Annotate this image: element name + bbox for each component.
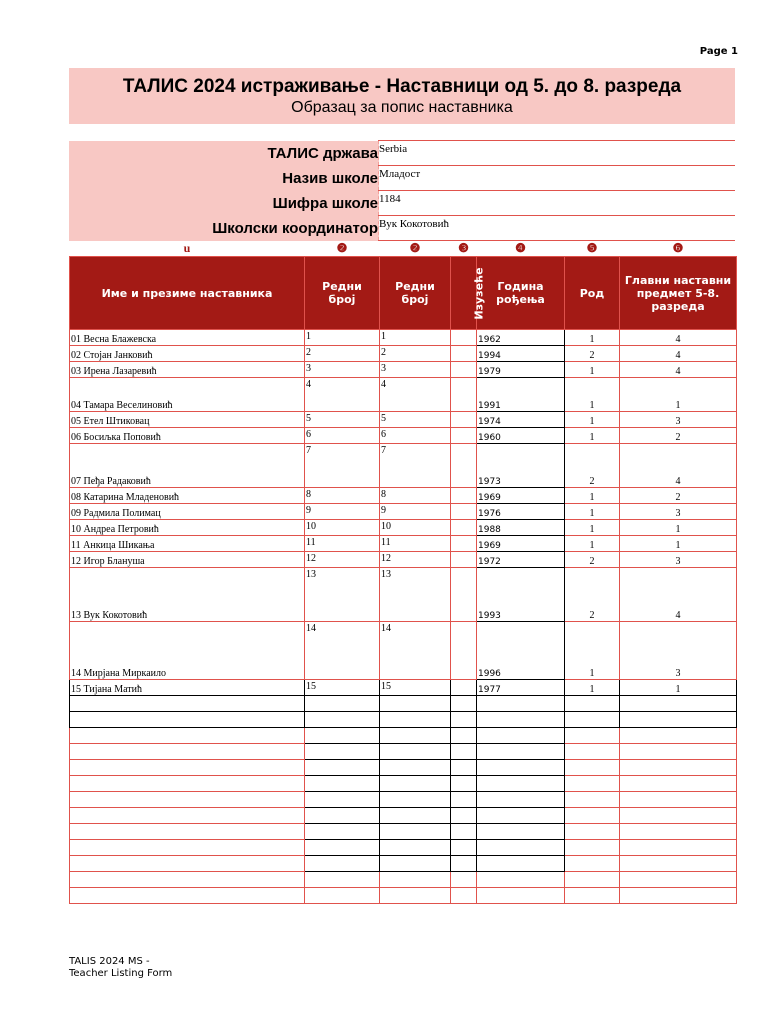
serial-number-2-empty-cell[interactable] xyxy=(380,856,451,872)
teacher-name-cell[interactable]: 08 Катарина Младеновић xyxy=(70,488,305,504)
teacher-name-empty-cell[interactable] xyxy=(70,808,305,824)
exemption-cell[interactable] xyxy=(451,536,477,552)
subject-cell[interactable]: 4 xyxy=(620,362,737,378)
subject-cell[interactable]: 2 xyxy=(620,428,737,444)
birth-year-empty-cell[interactable] xyxy=(477,856,565,872)
empty-table-row xyxy=(70,712,737,728)
subject-cell[interactable]: 3 xyxy=(620,412,737,428)
subject-empty-cell[interactable] xyxy=(620,744,737,760)
subject-cell[interactable]: 1 xyxy=(620,378,737,412)
exemption-cell[interactable] xyxy=(451,622,477,680)
marker-2: ❷ xyxy=(336,240,348,255)
gender-empty-cell[interactable] xyxy=(565,872,620,888)
serial-number-empty-cell[interactable] xyxy=(305,840,380,856)
serial-number-cell[interactable]: 11 xyxy=(305,536,380,552)
birth-year-cell[interactable]: 1976 xyxy=(477,504,565,520)
marker-1: u xyxy=(183,240,191,255)
subject-cell[interactable]: 1 xyxy=(620,680,737,696)
subject-empty-cell[interactable] xyxy=(620,760,737,776)
empty-table-row xyxy=(70,888,737,904)
exemption-empty-cell[interactable] xyxy=(451,744,477,760)
exemption-cell[interactable] xyxy=(451,444,477,488)
serial-number-2-empty-cell[interactable] xyxy=(380,776,451,792)
serial-number-cell[interactable]: 12 xyxy=(305,552,380,568)
birth-year-cell[interactable]: 1996 xyxy=(477,622,565,680)
subject-empty-cell[interactable] xyxy=(620,872,737,888)
serial-number-cell[interactable]: 13 xyxy=(305,568,380,622)
page-number: Page 1 xyxy=(699,46,738,57)
country-value[interactable]: Serbia xyxy=(379,141,736,166)
teacher-name-cell[interactable]: 13 Вук Кокотовић xyxy=(70,568,305,622)
birth-year-empty-cell[interactable] xyxy=(477,712,565,728)
serial-number-2-empty-cell[interactable] xyxy=(380,744,451,760)
teacher-listing-table xyxy=(69,240,737,904)
teacher-name-empty-cell[interactable] xyxy=(70,776,305,792)
teacher-name-cell[interactable]: 12 Игор Блануша xyxy=(70,552,305,568)
table-row xyxy=(70,552,737,568)
serial-number-empty-cell[interactable] xyxy=(305,728,380,744)
table-row xyxy=(70,488,737,504)
exemption-empty-cell[interactable] xyxy=(451,728,477,744)
gender-cell[interactable]: 1 xyxy=(565,378,620,412)
exemption-cell[interactable] xyxy=(451,378,477,412)
teacher-name-cell[interactable]: 11 Анкица Шикања xyxy=(70,536,305,552)
serial-number-cell[interactable]: 10 xyxy=(305,520,380,536)
serial-number-empty-cell[interactable] xyxy=(305,696,380,712)
school-id-value[interactable]: 1184 xyxy=(379,191,736,216)
subject-cell[interactable]: 4 xyxy=(620,568,737,622)
serial-number-2-empty-cell[interactable] xyxy=(380,840,451,856)
gender-empty-cell[interactable] xyxy=(565,776,620,792)
exemption-cell[interactable] xyxy=(451,504,477,520)
exemption-empty-cell[interactable] xyxy=(451,824,477,840)
subject-empty-cell[interactable] xyxy=(620,888,737,904)
exemption-empty-cell[interactable] xyxy=(451,808,477,824)
exemption-cell[interactable] xyxy=(451,552,477,568)
footer xyxy=(69,956,172,980)
subject-empty-cell[interactable] xyxy=(620,840,737,856)
serial-number-2-empty-cell[interactable] xyxy=(380,728,451,744)
serial-number-2-cell[interactable]: 4 xyxy=(380,378,451,412)
serial-number-empty-cell[interactable] xyxy=(305,760,380,776)
footer-line-2: Teacher Listing Form xyxy=(69,968,173,979)
col-header-exemption: Изузеће xyxy=(451,257,477,330)
exemption-cell[interactable] xyxy=(451,520,477,536)
table-row xyxy=(70,428,737,444)
table-row xyxy=(70,536,737,552)
exemption-empty-cell[interactable] xyxy=(451,792,477,808)
serial-number-2-cell[interactable]: 6 xyxy=(380,428,451,444)
serial-number-empty-cell[interactable] xyxy=(305,776,380,792)
table-row xyxy=(70,412,737,428)
serial-number-2-cell[interactable]: 2 xyxy=(380,346,451,362)
gender-empty-cell[interactable] xyxy=(565,728,620,744)
serial-number-2-cell[interactable]: 3 xyxy=(380,362,451,378)
serial-number-cell[interactable]: 15 xyxy=(305,680,380,696)
birth-year-empty-cell[interactable] xyxy=(477,776,565,792)
exemption-empty-cell[interactable] xyxy=(451,872,477,888)
subject-empty-cell[interactable] xyxy=(620,712,737,728)
serial-number-cell[interactable]: 14 xyxy=(305,622,380,680)
marker-2b: ❷ xyxy=(409,240,421,255)
exemption-cell[interactable] xyxy=(451,428,477,444)
teacher-name-cell[interactable]: 03 Ирена Лазаревић xyxy=(70,362,305,378)
birth-year-cell[interactable]: 1974 xyxy=(477,412,565,428)
gender-empty-cell[interactable] xyxy=(565,888,620,904)
col-header-subject: Главни наставни предмет 5-8. разреда xyxy=(620,257,737,330)
teacher-name-empty-cell[interactable] xyxy=(70,840,305,856)
subject-cell[interactable]: 3 xyxy=(620,504,737,520)
serial-number-2-empty-cell[interactable] xyxy=(380,808,451,824)
birth-year-empty-cell[interactable] xyxy=(477,744,565,760)
school-id-label: Шифра школе xyxy=(69,191,379,216)
teacher-name-cell[interactable]: 07 Пеђа Радаковић xyxy=(70,444,305,488)
col-header-birth-year: Година рођења xyxy=(477,257,565,330)
birth-year-empty-cell[interactable] xyxy=(477,840,565,856)
country-label: ТАЛИС држава xyxy=(69,141,379,166)
serial-number-2-cell[interactable]: 9 xyxy=(380,504,451,520)
subject-empty-cell[interactable] xyxy=(620,792,737,808)
exemption-empty-cell[interactable] xyxy=(451,712,477,728)
birth-year-empty-cell[interactable] xyxy=(477,696,565,712)
title-box xyxy=(69,68,735,124)
serial-number-cell[interactable]: 7 xyxy=(305,444,380,488)
empty-table-row xyxy=(70,744,737,760)
subject-empty-cell[interactable] xyxy=(620,728,737,744)
subject-empty-cell[interactable] xyxy=(620,696,737,712)
birth-year-cell[interactable]: 1979 xyxy=(477,362,565,378)
teacher-name-empty-cell[interactable] xyxy=(70,760,305,776)
subject-cell[interactable]: 3 xyxy=(620,552,737,568)
birth-year-cell[interactable]: 1994 xyxy=(477,346,565,362)
birth-year-cell[interactable]: 1993 xyxy=(477,568,565,622)
gender-cell[interactable]: 1 xyxy=(565,362,620,378)
gender-cell[interactable]: 1 xyxy=(565,504,620,520)
birth-year-empty-cell[interactable] xyxy=(477,872,565,888)
teacher-name-empty-cell[interactable] xyxy=(70,728,305,744)
subject-empty-cell[interactable] xyxy=(620,856,737,872)
subject-cell[interactable]: 1 xyxy=(620,536,737,552)
school-name-value[interactable]: Младост xyxy=(379,166,736,191)
exemption-empty-cell[interactable] xyxy=(451,760,477,776)
birth-year-cell[interactable]: 1991 xyxy=(477,378,565,412)
serial-number-2-cell[interactable]: 1 xyxy=(380,330,451,346)
teacher-name-empty-cell[interactable] xyxy=(70,696,305,712)
serial-number-cell[interactable]: 1 xyxy=(305,330,380,346)
exemption-cell[interactable] xyxy=(451,362,477,378)
serial-number-cell[interactable]: 4 xyxy=(305,378,380,412)
serial-number-2-empty-cell[interactable] xyxy=(380,712,451,728)
birth-year-empty-cell[interactable] xyxy=(477,888,565,904)
gender-empty-cell[interactable] xyxy=(565,856,620,872)
birth-year-cell[interactable]: 1973 xyxy=(477,444,565,488)
serial-number-2-empty-cell[interactable] xyxy=(380,824,451,840)
table-row xyxy=(70,330,737,346)
empty-table-row xyxy=(70,776,737,792)
teacher-name-cell[interactable]: 15 Тијана Матић xyxy=(70,680,305,696)
exemption-cell[interactable] xyxy=(451,488,477,504)
birth-year-cell[interactable]: 1960 xyxy=(477,428,565,444)
serial-number-2-cell[interactable]: 7 xyxy=(380,444,451,488)
serial-number-cell[interactable]: 9 xyxy=(305,504,380,520)
coordinator-value[interactable]: Вук Кокотовић xyxy=(379,216,736,241)
subject-cell[interactable]: 4 xyxy=(620,444,737,488)
empty-table-row xyxy=(70,872,737,888)
exemption-cell[interactable] xyxy=(451,412,477,428)
empty-table-row xyxy=(70,792,737,808)
serial-number-2-cell[interactable]: 8 xyxy=(380,488,451,504)
birth-year-cell[interactable]: 1962 xyxy=(477,330,565,346)
exemption-empty-cell[interactable] xyxy=(451,840,477,856)
serial-number-empty-cell[interactable] xyxy=(305,872,380,888)
serial-number-empty-cell[interactable] xyxy=(305,824,380,840)
subject-cell[interactable]: 4 xyxy=(620,330,737,346)
form-subtitle: Образац за попис наставника xyxy=(291,99,513,116)
table-row xyxy=(70,346,737,362)
subject-empty-cell[interactable] xyxy=(620,824,737,840)
gender-cell[interactable]: 1 xyxy=(565,680,620,696)
birth-year-cell[interactable]: 1969 xyxy=(477,536,565,552)
serial-number-empty-cell[interactable] xyxy=(305,808,380,824)
subject-empty-cell[interactable] xyxy=(620,808,737,824)
serial-number-2-cell[interactable]: 14 xyxy=(380,622,451,680)
serial-number-cell[interactable]: 5 xyxy=(305,412,380,428)
serial-number-2-cell[interactable]: 5 xyxy=(380,412,451,428)
birth-year-cell[interactable]: 1988 xyxy=(477,520,565,536)
birth-year-cell[interactable]: 1977 xyxy=(477,680,565,696)
table-row xyxy=(70,520,737,536)
col-header-number-2: Редни број xyxy=(380,257,451,330)
exemption-cell[interactable] xyxy=(451,346,477,362)
marker-3: ❸ xyxy=(458,240,469,255)
marker-5: ❺ xyxy=(586,240,598,255)
table-row xyxy=(70,568,737,622)
gender-cell[interactable]: 1 xyxy=(565,412,620,428)
serial-number-2-cell[interactable]: 13 xyxy=(380,568,451,622)
subject-empty-cell[interactable] xyxy=(620,776,737,792)
gender-cell[interactable]: 1 xyxy=(565,330,620,346)
exemption-empty-cell[interactable] xyxy=(451,696,477,712)
form-title: ТАЛИС 2024 истраживање - Наставници од 5. до 8. разреда xyxy=(122,76,682,97)
serial-number-cell[interactable]: 2 xyxy=(305,346,380,362)
empty-table-row xyxy=(70,728,737,744)
gender-cell[interactable]: 2 xyxy=(565,552,620,568)
subject-cell[interactable]: 1 xyxy=(620,520,737,536)
teacher-name-empty-cell[interactable] xyxy=(70,824,305,840)
table-row xyxy=(70,362,737,378)
exemption-cell[interactable] xyxy=(451,680,477,696)
birth-year-empty-cell[interactable] xyxy=(477,824,565,840)
exemption-empty-cell[interactable] xyxy=(451,888,477,904)
teacher-name-cell[interactable]: 02 Стојан Јанковић xyxy=(70,346,305,362)
gender-cell[interactable]: 1 xyxy=(565,520,620,536)
gender-cell[interactable]: 1 xyxy=(565,428,620,444)
serial-number-2-empty-cell[interactable] xyxy=(380,888,451,904)
serial-number-cell[interactable]: 6 xyxy=(305,428,380,444)
teacher-name-cell[interactable]: 09 Радмила Полимац xyxy=(70,504,305,520)
school-info-table xyxy=(69,140,735,241)
serial-number-2-cell[interactable]: 10 xyxy=(380,520,451,536)
teacher-name-cell[interactable]: 01 Весна Блажевска xyxy=(70,330,305,346)
teacher-name-empty-cell[interactable] xyxy=(70,792,305,808)
gender-cell[interactable]: 2 xyxy=(565,568,620,622)
subject-cell[interactable]: 4 xyxy=(620,346,737,362)
teacher-name-cell[interactable]: 14 Мирјана Миркаило xyxy=(70,622,305,680)
teacher-name-cell[interactable]: 10 Андреа Петровић xyxy=(70,520,305,536)
teacher-name-empty-cell[interactable] xyxy=(70,744,305,760)
subject-cell[interactable]: 3 xyxy=(620,622,737,680)
serial-number-empty-cell[interactable] xyxy=(305,888,380,904)
empty-table-row xyxy=(70,696,737,712)
exemption-empty-cell[interactable] xyxy=(451,856,477,872)
serial-number-empty-cell[interactable] xyxy=(305,712,380,728)
gender-cell[interactable]: 2 xyxy=(565,444,620,488)
serial-number-2-empty-cell[interactable] xyxy=(380,760,451,776)
footer-line-1: TALIS 2024 MS - xyxy=(69,956,150,967)
serial-number-cell[interactable]: 3 xyxy=(305,362,380,378)
coordinator-label: Школски координатор xyxy=(69,216,379,241)
empty-table-row xyxy=(70,840,737,856)
school-name-label: Назив школе xyxy=(69,166,379,191)
gender-empty-cell[interactable] xyxy=(565,808,620,824)
serial-number-empty-cell[interactable] xyxy=(305,856,380,872)
gender-empty-cell[interactable] xyxy=(565,792,620,808)
serial-number-empty-cell[interactable] xyxy=(305,792,380,808)
empty-table-row xyxy=(70,808,737,824)
gender-empty-cell[interactable] xyxy=(565,696,620,712)
serial-number-empty-cell[interactable] xyxy=(305,744,380,760)
teacher-name-cell[interactable]: 04 Тамара Веселиновић xyxy=(70,378,305,412)
col-header-number: Редни број xyxy=(305,257,380,330)
table-row xyxy=(70,680,737,696)
teacher-name-cell[interactable]: 06 Босиљка Поповић xyxy=(70,428,305,444)
exemption-cell[interactable] xyxy=(451,568,477,622)
birth-year-empty-cell[interactable] xyxy=(477,728,565,744)
table-row xyxy=(70,622,737,680)
serial-number-2-cell[interactable]: 12 xyxy=(380,552,451,568)
gender-empty-cell[interactable] xyxy=(565,840,620,856)
birth-year-empty-cell[interactable] xyxy=(477,792,565,808)
birth-year-empty-cell[interactable] xyxy=(477,808,565,824)
birth-year-cell[interactable]: 1972 xyxy=(477,552,565,568)
gender-empty-cell[interactable] xyxy=(565,760,620,776)
table-body xyxy=(70,330,737,904)
gender-cell[interactable]: 2 xyxy=(565,346,620,362)
gender-cell[interactable]: 1 xyxy=(565,536,620,552)
serial-number-2-empty-cell[interactable] xyxy=(380,696,451,712)
serial-number-2-empty-cell[interactable] xyxy=(380,872,451,888)
gender-empty-cell[interactable] xyxy=(565,712,620,728)
empty-table-row xyxy=(70,856,737,872)
serial-number-2-cell[interactable]: 15 xyxy=(380,680,451,696)
birth-year-cell[interactable]: 1969 xyxy=(477,488,565,504)
table-row xyxy=(70,444,737,488)
col-header-gender: Род xyxy=(565,257,620,330)
empty-table-row xyxy=(70,760,737,776)
teacher-name-cell[interactable]: 05 Етел Штиковац xyxy=(70,412,305,428)
subject-cell[interactable]: 2 xyxy=(620,488,737,504)
teacher-name-empty-cell[interactable] xyxy=(70,712,305,728)
serial-number-2-cell[interactable]: 11 xyxy=(380,536,451,552)
serial-number-2-empty-cell[interactable] xyxy=(380,792,451,808)
marker-6: ❻ xyxy=(672,240,684,255)
gender-cell[interactable]: 1 xyxy=(565,488,620,504)
teacher-name-empty-cell[interactable] xyxy=(70,856,305,872)
gender-cell[interactable]: 1 xyxy=(565,622,620,680)
col-header-name: Име и презиме наставника xyxy=(70,257,305,330)
teacher-name-empty-cell[interactable] xyxy=(70,872,305,888)
gender-empty-cell[interactable] xyxy=(565,824,620,840)
exemption-cell[interactable] xyxy=(451,330,477,346)
empty-table-row xyxy=(70,824,737,840)
serial-number-cell[interactable]: 8 xyxy=(305,488,380,504)
gender-empty-cell[interactable] xyxy=(565,744,620,760)
marker-4: ❹ xyxy=(515,240,526,255)
table-row xyxy=(70,378,737,412)
birth-year-empty-cell[interactable] xyxy=(477,760,565,776)
teacher-name-empty-cell[interactable] xyxy=(70,888,305,904)
table-row xyxy=(70,504,737,520)
exemption-empty-cell[interactable] xyxy=(451,776,477,792)
